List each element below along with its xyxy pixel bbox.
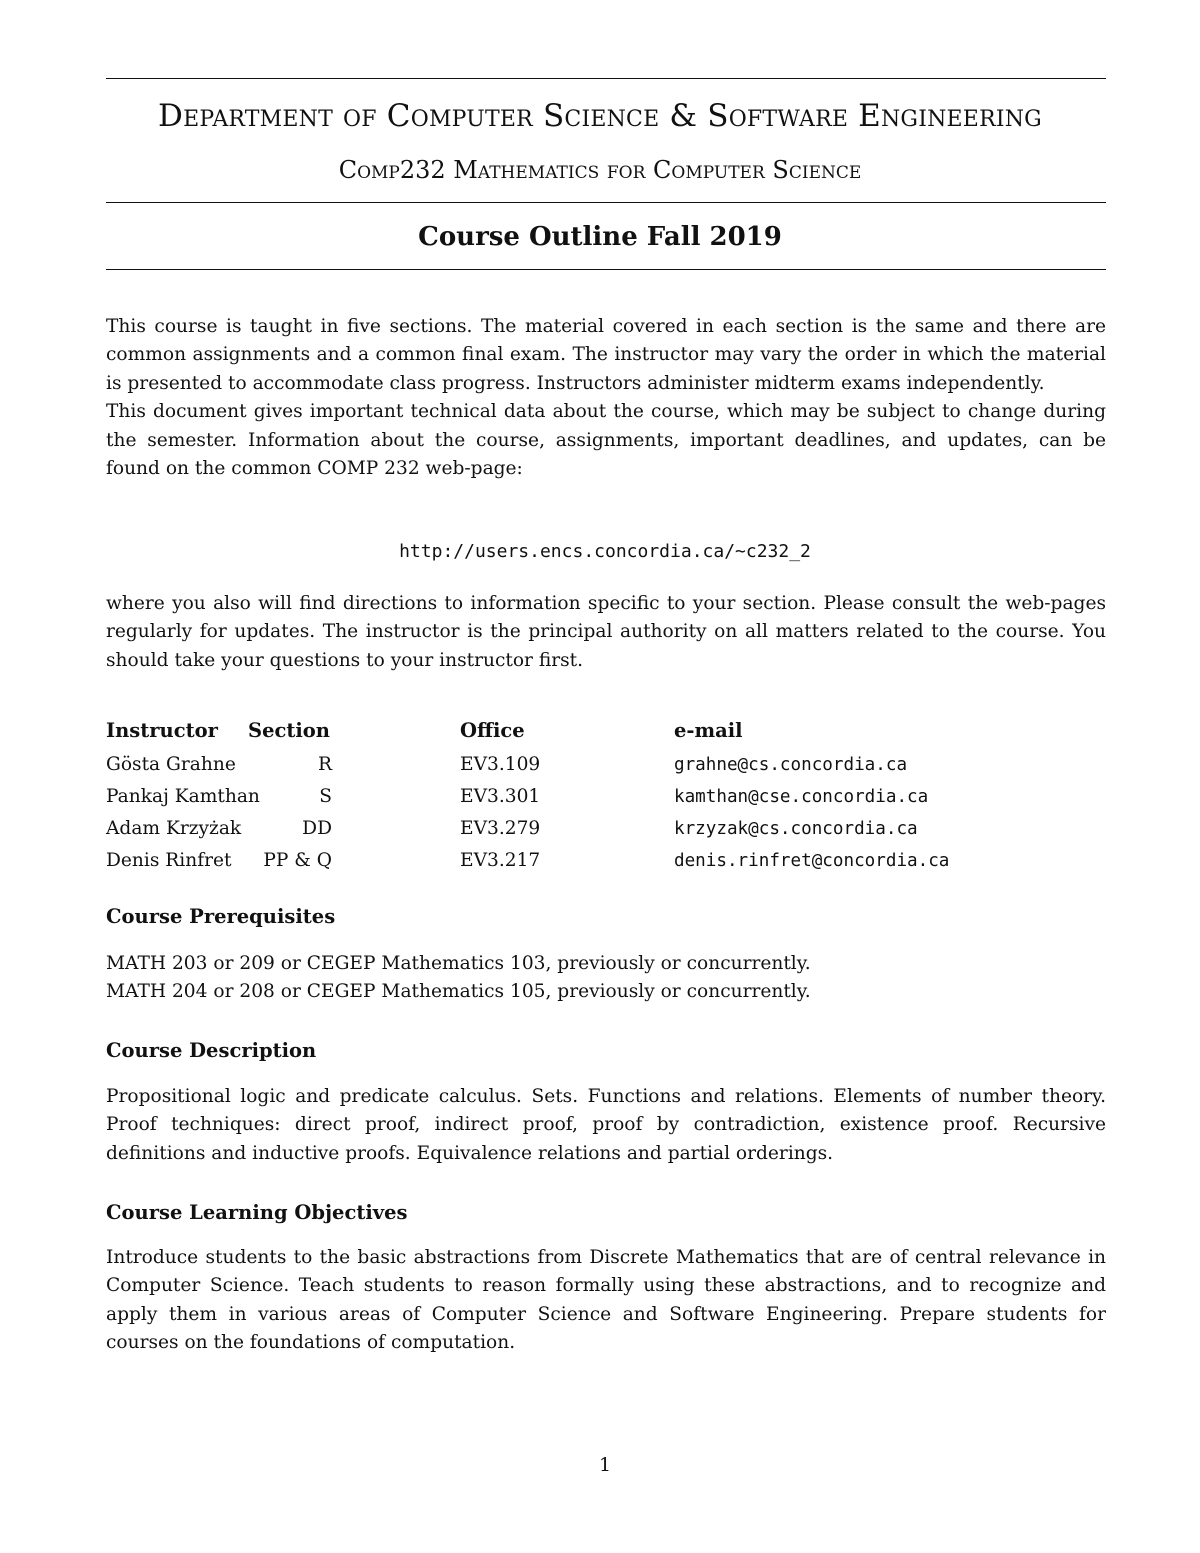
header-office: Office	[460, 719, 525, 742]
instructor-office: EV3.217	[460, 850, 541, 871]
instructor-office: EV3.109	[460, 754, 541, 775]
outline-title: Course Outline Fall 2019	[418, 222, 782, 252]
page-number: 1	[598, 1454, 612, 1476]
objectives-text: Introduce students to the basic abstractions from Discrete Mathematics that are of central relevance in Computer Science. Teach students to reason formally using these abstractions, and to recognize and apply them in various areas of Computer Science and Software Engineering. Prepare students for courses on the foundations of computation.	[106, 1247, 1106, 1354]
description-text: Propositional logic and predicate calculus. Sets. Functions and relations. Elements of number theory. Proof techniques: direct proof, indirect proof, proof by contradiction, existence proof. Recursive definitions and inductive proofs. Equivalence relations and partial orderings.	[106, 1086, 1106, 1164]
middle-rule	[106, 202, 1106, 203]
prerequisite-line-1: MATH 203 or 209 or CEGEP Mathematics 103, previously or concurrently.	[106, 953, 811, 974]
objectives-heading: Course Learning Objectives	[106, 1201, 408, 1224]
prerequisites-heading: Course Prerequisites	[106, 905, 336, 928]
instructor-name: Gösta Grahne	[106, 754, 236, 775]
instructor-name: Adam Krzyżak	[106, 818, 242, 839]
instructor-section: PP & Q	[263, 850, 332, 871]
instructor-email[interactable]: kamthan@cse.concordia.ca	[674, 787, 929, 807]
header-email: e-mail	[674, 719, 743, 742]
prerequisite-line-2: MATH 204 or 208 or CEGEP Mathematics 105, previously or concurrently.	[106, 981, 811, 1003]
description-heading: Course Description	[106, 1039, 317, 1062]
description-block	[106, 1083, 1106, 1168]
intro-paragraph-1: This course is taught in five sections. The material covered in each section is the same and there are common assignments and a common final exam. The instructor may vary the order in which the material is presented to accommodate class progress. Instructors administer midterm exams independently.	[106, 316, 1106, 394]
instructor-name: Denis Rinfret	[106, 850, 232, 871]
instructor-office: EV3.279	[460, 818, 541, 839]
instructor-section: R	[318, 754, 332, 775]
course-url[interactable]: http://users.encs.concordia.ca/~c232_2	[399, 541, 811, 562]
instructor-table	[106, 716, 1106, 878]
bottom-rule	[106, 269, 1106, 270]
objectives-block	[106, 1244, 1106, 1358]
intro-block	[106, 313, 1106, 483]
instructor-section: DD	[302, 818, 332, 839]
instructor-section: S	[319, 786, 332, 807]
table-row	[106, 750, 1106, 782]
intro-paragraph-2: This document gives important technical data about the course, which may be subject to change during the semester. Information about the course, assignments, important deadlines, and updates, can be found on the common COMP 232 web-page:	[106, 401, 1106, 480]
table-row	[106, 782, 1106, 814]
prerequisites-block	[106, 950, 1106, 1007]
intro-paragraph-3: where you also will find directions to information specific to your section. Please consult the web-pages regularly for updates. The instructor is the principal authority on all matters related to the course. You should take your questions to your instructor first.	[106, 593, 1106, 671]
instructor-email[interactable]: grahne@cs.concordia.ca	[674, 755, 908, 775]
instructor-email[interactable]: krzyzak@cs.concordia.ca	[674, 819, 918, 839]
course-title: Comp232 Mathematics for Computer Science	[338, 156, 862, 184]
intro-block-2	[106, 590, 1106, 675]
table-row	[106, 814, 1106, 846]
instructor-name: Pankaj Kamthan	[106, 786, 260, 807]
header-instructor: Instructor	[106, 719, 218, 742]
top-rule	[106, 78, 1106, 79]
header-section: Section	[248, 719, 330, 742]
department-title: Department of Computer Science & Software Engineering	[158, 98, 1042, 134]
instructor-email[interactable]: denis.rinfret@concordia.ca	[674, 851, 950, 871]
instructor-office: EV3.301	[460, 786, 541, 807]
table-header-row	[106, 716, 1106, 750]
table-row	[106, 846, 1106, 878]
